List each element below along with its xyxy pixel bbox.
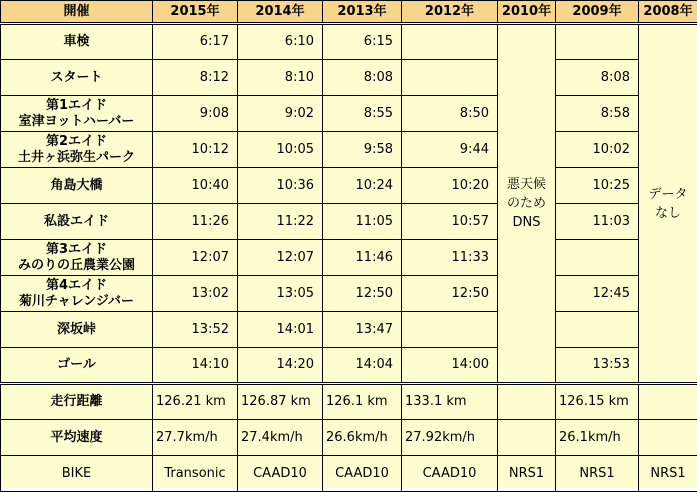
- speed-2009: 26.1km/h: [556, 420, 639, 456]
- time-2012: 11:33: [402, 240, 498, 276]
- time-2012: [402, 312, 498, 348]
- bike-2010: NRS1: [498, 456, 556, 492]
- time-2012: [402, 24, 498, 60]
- checkpoint-row: [1, 276, 697, 312]
- checkpoint-row: [1, 168, 697, 204]
- time-2012: [402, 60, 498, 96]
- checkpoint-name: ゴール: [1, 348, 153, 384]
- header-2008: 2008年: [639, 1, 697, 24]
- checkpoint-row: [1, 96, 697, 132]
- header-2010: 2010年: [498, 1, 556, 24]
- time-2014: 8:10: [238, 60, 323, 96]
- time-2013: 11:05: [323, 204, 402, 240]
- time-2013: 8:55: [323, 96, 402, 132]
- time-2009: [556, 312, 639, 348]
- checkpoint-row: [1, 348, 697, 384]
- speed-2015: 27.7km/h: [153, 420, 238, 456]
- checkpoint-name: 角島大橋: [1, 168, 153, 204]
- time-2013: 12:50: [323, 276, 402, 312]
- bike-2009: NRS1: [556, 456, 639, 492]
- header-2013: 2013年: [323, 1, 402, 24]
- time-2009: 8:08: [556, 60, 639, 96]
- distance-2009: 126.15 km: [556, 384, 639, 420]
- speed-2010: [498, 420, 556, 456]
- time-2014: 9:02: [238, 96, 323, 132]
- header-2014: 2014年: [238, 1, 323, 24]
- bike-2015: Transonic: [153, 456, 238, 492]
- bike-label: BIKE: [1, 456, 153, 492]
- distance-2010: [498, 384, 556, 420]
- note-2008-no-data: データ なし: [639, 24, 697, 384]
- distance-2014: 126.87 km: [238, 384, 323, 420]
- time-2009: 10:02: [556, 132, 639, 168]
- bike-2012: CAAD10: [402, 456, 498, 492]
- bike-2014: CAAD10: [238, 456, 323, 492]
- distance-row: [1, 384, 697, 420]
- speed-2008: [639, 420, 697, 456]
- checkpoint-name: 第1エイド 室津ヨットハーバー: [1, 96, 153, 132]
- time-2013: 13:47: [323, 312, 402, 348]
- time-2014: 12:07: [238, 240, 323, 276]
- checkpoint-name: 第4エイド 菊川チャレンジバー: [1, 276, 153, 312]
- checkpoint-name: スタート: [1, 60, 153, 96]
- checkpoint-name: 深坂峠: [1, 312, 153, 348]
- time-2009: 8:58: [556, 96, 639, 132]
- time-2014: 11:22: [238, 204, 323, 240]
- time-2009: [556, 24, 639, 60]
- speed-2012: 27.92km/h: [402, 420, 498, 456]
- time-2015: 11:26: [153, 204, 238, 240]
- header-event: 開催: [1, 1, 153, 24]
- time-2009: 10:25: [556, 168, 639, 204]
- checkpoint-name: 私設エイド: [1, 204, 153, 240]
- header-row: [1, 1, 697, 24]
- time-2014: 13:05: [238, 276, 323, 312]
- header-2009: 2009年: [556, 1, 639, 24]
- time-2015: 9:08: [153, 96, 238, 132]
- time-2009: [556, 240, 639, 276]
- time-2009: 11:03: [556, 204, 639, 240]
- time-2013: 6:15: [323, 24, 402, 60]
- time-2012: 9:44: [402, 132, 498, 168]
- time-2014: 6:10: [238, 24, 323, 60]
- time-2013: 10:24: [323, 168, 402, 204]
- header-2012: 2012年: [402, 1, 498, 24]
- time-2009: 13:53: [556, 348, 639, 384]
- checkpoint-name: 第3エイド みのりの丘農業公園: [1, 240, 153, 276]
- distance-2013: 126.1 km: [323, 384, 402, 420]
- distance-2015: 126.21 km: [153, 384, 238, 420]
- time-2014: 14:20: [238, 348, 323, 384]
- time-2012: 8:50: [402, 96, 498, 132]
- time-2014: 10:36: [238, 168, 323, 204]
- time-2015: 6:17: [153, 24, 238, 60]
- avg-speed-label: 平均速度: [1, 420, 153, 456]
- time-2013: 11:46: [323, 240, 402, 276]
- time-2012: 12:50: [402, 276, 498, 312]
- checkpoint-row: [1, 60, 697, 96]
- note-2010-dns: 悪天候 のため DNS: [498, 24, 556, 384]
- time-2013: 14:04: [323, 348, 402, 384]
- checkpoint-row: [1, 132, 697, 168]
- checkpoint-row: [1, 312, 697, 348]
- time-2013: 8:08: [323, 60, 402, 96]
- checkpoint-name: 車検: [1, 24, 153, 60]
- distance-2008: [639, 384, 697, 420]
- bike-2008: NRS1: [639, 456, 697, 492]
- time-2014: 10:05: [238, 132, 323, 168]
- bike-2013: CAAD10: [323, 456, 402, 492]
- time-2012: 14:00: [402, 348, 498, 384]
- time-2012: 10:20: [402, 168, 498, 204]
- time-2015: 10:12: [153, 132, 238, 168]
- distance-label: 走行距離: [1, 384, 153, 420]
- distance-2012: 133.1 km: [402, 384, 498, 420]
- speed-2013: 26.6km/h: [323, 420, 402, 456]
- time-2014: 14:01: [238, 312, 323, 348]
- checkpoint-row: [1, 24, 697, 60]
- checkpoint-row: [1, 240, 697, 276]
- bike-row: [1, 456, 697, 492]
- time-2015: 12:07: [153, 240, 238, 276]
- header-2015: 2015年: [153, 1, 238, 24]
- time-2015: 13:02: [153, 276, 238, 312]
- time-2009: 12:45: [556, 276, 639, 312]
- time-2015: 8:12: [153, 60, 238, 96]
- time-2015: 13:52: [153, 312, 238, 348]
- checkpoint-name: 第2エイド 土井ヶ浜弥生パーク: [1, 132, 153, 168]
- checkpoint-row: [1, 204, 697, 240]
- time-2013: 9:58: [323, 132, 402, 168]
- speed-2014: 27.4km/h: [238, 420, 323, 456]
- time-2015: 14:10: [153, 348, 238, 384]
- time-2015: 10:40: [153, 168, 238, 204]
- avg-speed-row: [1, 420, 697, 456]
- time-2012: 10:57: [402, 204, 498, 240]
